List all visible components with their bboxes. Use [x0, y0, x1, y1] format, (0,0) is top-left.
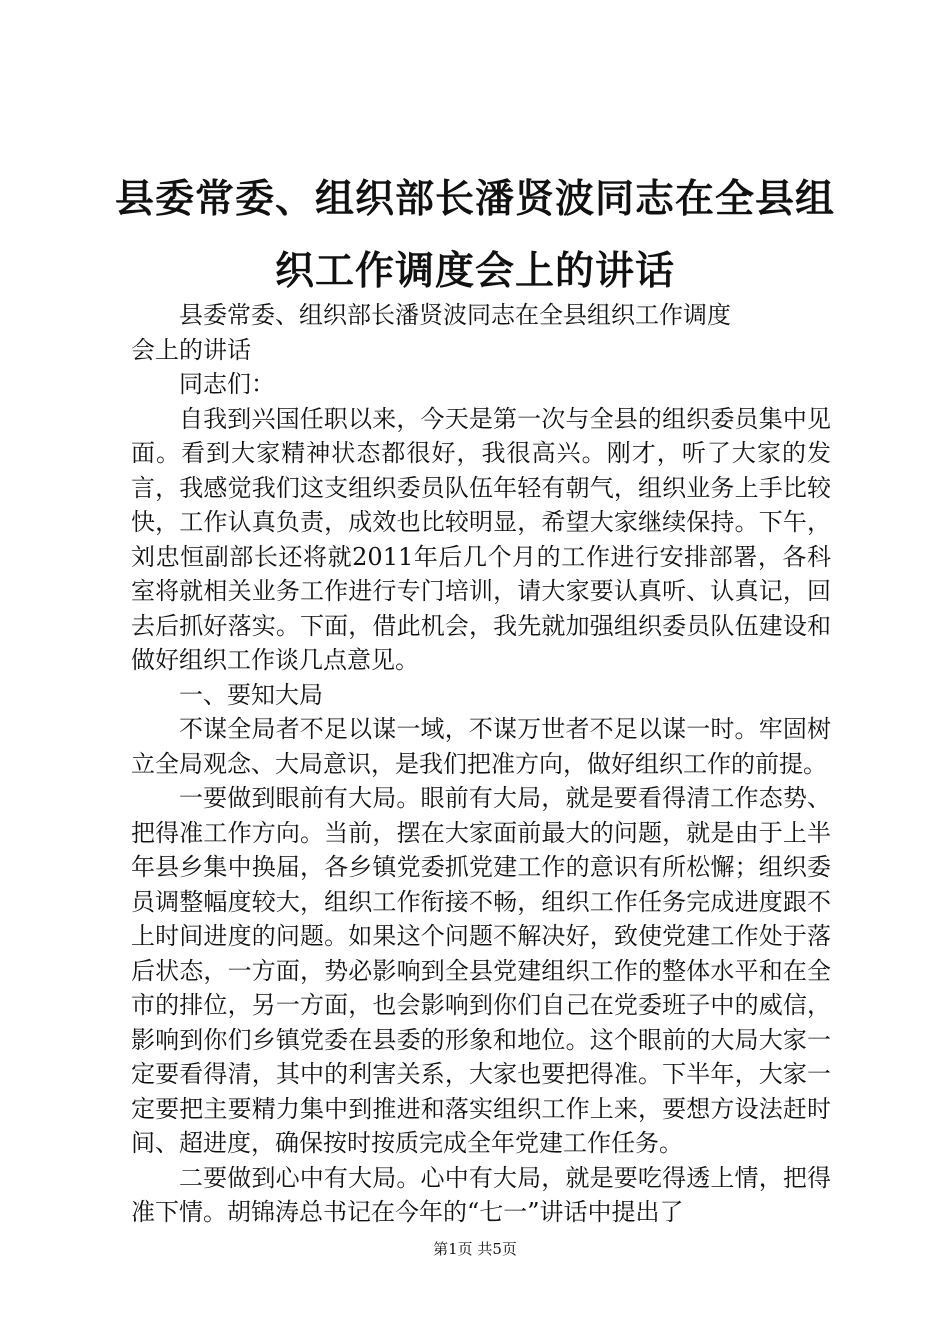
page-number-footer: 第1页 共5页	[433, 1240, 517, 1258]
subtitle-paragraph: 县委常委、组织部长潘贤波同志在全县组织工作调度 会上的讲话	[131, 301, 731, 364]
body-paragraph: 不谋全局者不足以谋一域，不谋万世者不足以谋一时。牢固树立全局观念、大局意识，是我们把准方向，做好组织工作的前提。	[131, 715, 831, 778]
document-body	[131, 298, 831, 1230]
salutation-paragraph: 同志们：	[179, 370, 275, 398]
body-paragraph: 一要做到眼前有大局。眼前有大局，就是要看得清工作态势、把得准工作方向。当前，摆在大家面前最大的问题，就是由于上半年县乡集中换届，各乡镇党委抓党建工作的意识有所松懈；组织委员调整幅度较大，组织工作衔接不畅，组织工作任务完成进度跟不上时间进度的问题。如果这个问题不解决好，致使党建工作处于落后状态，一方面，势必影响到全县党建组织工作的整体水平和在全市的排位，另一方面，也会影响到你们自己在党委班子中的威信，影响到你们乡镇党委在县委的形象和地位。这个眼前的大局大家一定要看得清，其中的利害关系，大家也要把得准。下半年，大家一定要把主要精力集中到推进和落实组织工作上来，要想方设法赶时间、超进度，确保按时按质完成全年党建工作任务。	[131, 784, 831, 1157]
body-paragraph: 二要做到心中有大局。心中有大局，就是要吃得透上情，把得准下情。胡锦涛总书记在今年的“七一”讲话中提出了	[131, 1163, 831, 1226]
body-paragraph: 自我到兴国任职以来，今天是第一次与全县的组织委员集中见面。看到大家精神状态都很好，我很高兴。刚才，听了大家的发言，我感觉我们这支组织委员队伍年轻有朝气，组织业务上手比较快，工作认真负责，成效也比较明显，希望大家继续保持。下午，刘忠恒副部长还将就2011年后几个月的工作进行安排部署，各科室将就相关业务工作进行专门培训，请大家要认真听、认真记，回去后抓好落实。下面，借此机会，我先就加强组织委员队伍建设和做好组织工作谈几点意见。	[131, 404, 831, 674]
document-title: 县委常委、组织部长潘贤波同志在全县组织工作调度会上的讲话	[114, 176, 835, 294]
section-heading: 一、要知大局	[179, 680, 323, 709]
